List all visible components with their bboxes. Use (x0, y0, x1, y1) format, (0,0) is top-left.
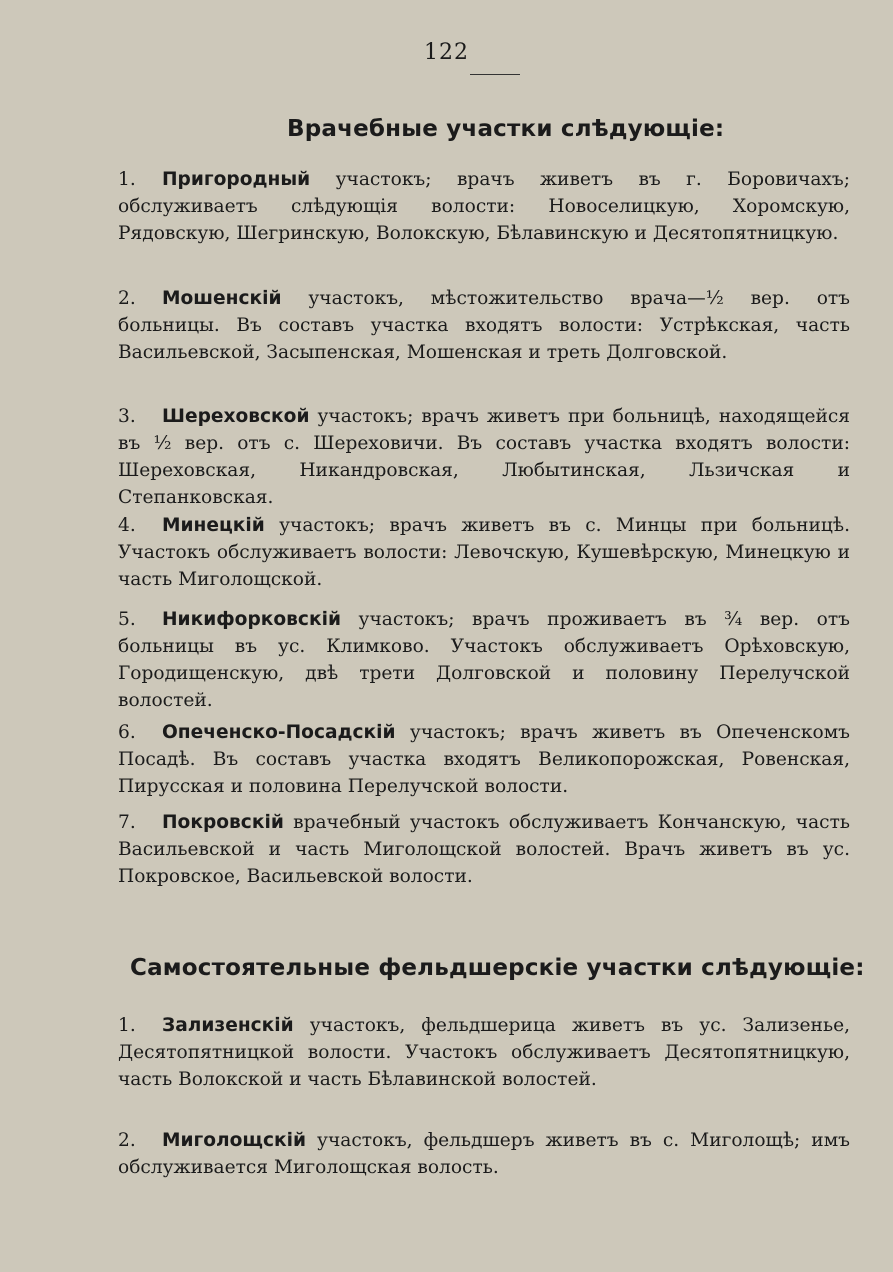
entry-text: участокъ; врачъ живетъ въ с. Минцы при больницѣ. Участокъ обслуживаетъ волости: Левочскую, Кушевѣрскую, Минецкую и часть Миголощской. (118, 515, 850, 590)
entry-text: участокъ, фельдшерица живетъ въ ус. Зализенье, Десятопятницкой волости. Участокъ обслуживаетъ Десятопятницкую, часть Волокской и часть Бѣлавинской волостей. (118, 1015, 850, 1090)
entry-number: 5. (118, 609, 136, 630)
district-entry (118, 285, 850, 366)
entry-text: участокъ; врачъ живетъ въ г. Боровичахъ; обслуживаетъ слѣдующія волости: Новоселицкую, Хоромскую, Рядовскую, Шегринскую, Волокскую, Бѣлавинскую и Десятопятницкую. (118, 169, 850, 244)
entry-text: врачебный участокъ обслуживаетъ Кончанскую, часть Васильевской и часть Миголощской волостей. Врачъ живетъ въ ус. Покровское, Васильевской волости. (118, 812, 850, 887)
entry-number: 2. (118, 1130, 136, 1151)
feldsher-entry (118, 1012, 850, 1093)
entry-text: участокъ; врачъ живетъ въ Опеченскомъ Посадѣ. Въ составъ участка входятъ Великопорожская, Ровенская, Пирусская и половина Перелучской волости. (118, 722, 850, 797)
district-entry (118, 719, 850, 800)
entry-number: 1. (118, 1015, 136, 1036)
district-name: Шереховской (162, 406, 310, 427)
district-entry (118, 512, 850, 593)
section-title-doctor-districts: Врачебные участки слѣдующіе: (287, 116, 725, 142)
district-entry (118, 403, 850, 511)
page-number: 122 (424, 40, 469, 65)
district-name: Мошенскій (162, 288, 282, 309)
entry-text: участокъ; врачъ проживаетъ въ ¾ вер. отъ больницы въ ус. Климково. Участокъ обслуживаетъ Орѣховскую, Городищенскую, двѣ трети Долговской и половину Перелучской волостей. (118, 609, 850, 711)
entry-number: 6. (118, 722, 136, 743)
district-entry (118, 606, 850, 714)
section-title-feldsher-districts: Самостоятельные фельдшерскіе участки слѣдующіе: (130, 955, 865, 981)
district-name: Пригородный (162, 169, 311, 190)
entry-number: 3. (118, 406, 136, 427)
district-name: Минецкій (162, 515, 265, 536)
entry-text: участокъ, фельдшеръ живетъ въ с. Миголощѣ; имъ обслуживается Миголощская волость. (118, 1130, 850, 1178)
district-entry (118, 166, 850, 247)
district-name: Покровскій (162, 812, 284, 833)
district-name: Зализенскій (162, 1015, 294, 1036)
district-entry (118, 809, 850, 890)
entry-text: участокъ; врачъ живетъ при больницѣ, находящейся въ ½ вер. отъ с. Шереховичи. Въ составъ участка входятъ волости: Шереховская, Никандровская, Любытинская, Льзичская и Степанковская. (118, 406, 850, 508)
entry-number: 1. (118, 169, 136, 190)
district-name: Миголощскій (162, 1130, 307, 1151)
entry-text: участокъ, мѣстожительство врача—½ вер. отъ больницы. Въ составъ участка входятъ волости: Устрѣкская, часть Васильевской, Засыпенская, Мошенская и треть Долговской. (118, 288, 850, 363)
page-number-rule (470, 74, 520, 75)
entry-number: 4. (118, 515, 136, 536)
district-name: Никифорковскій (162, 609, 341, 630)
feldsher-entry (118, 1127, 850, 1181)
entry-number: 2. (118, 288, 136, 309)
district-name: Опеченско-Посадскій (162, 722, 396, 743)
entry-number: 7. (118, 812, 136, 833)
